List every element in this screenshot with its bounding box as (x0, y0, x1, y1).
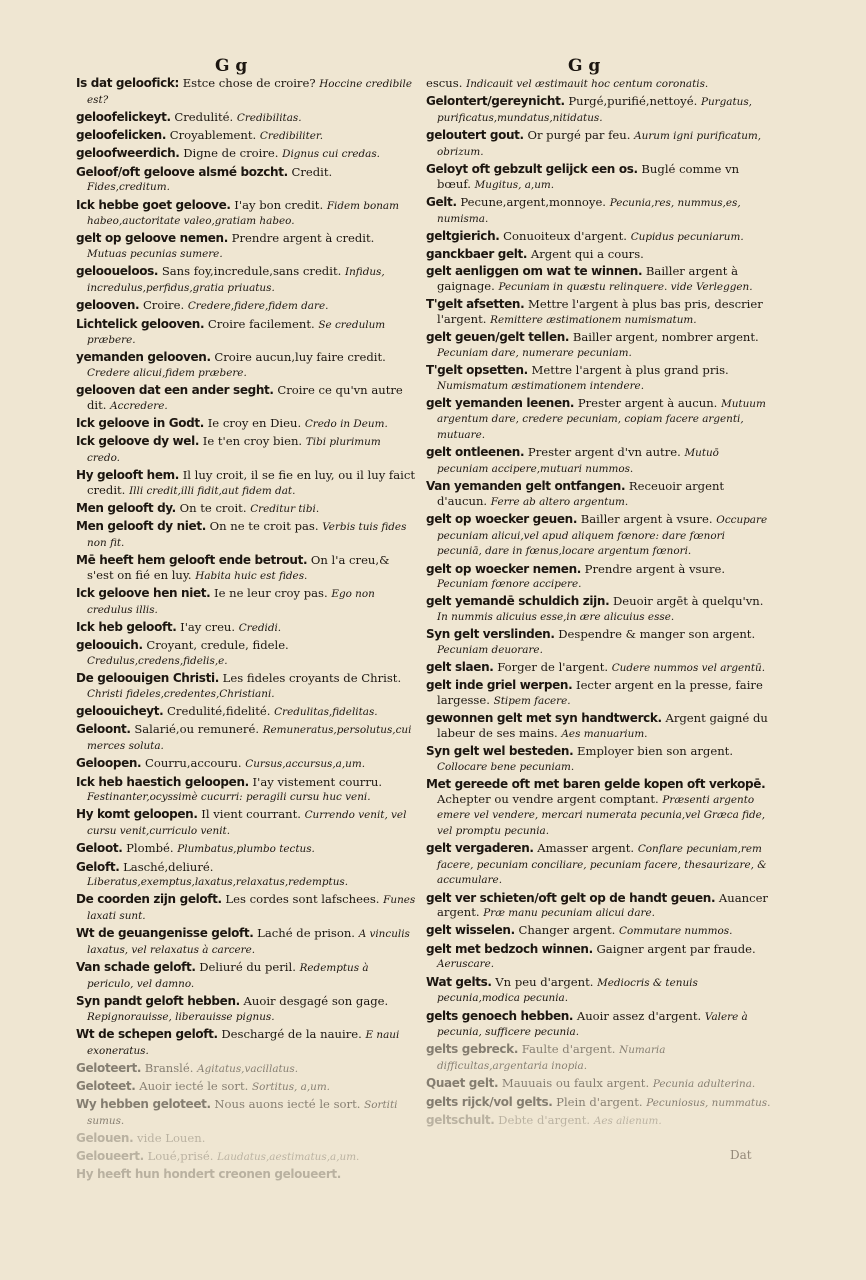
french-gloss: Gaigner argent par fraude. (596, 941, 756, 956)
dictionary-entry (426, 744, 772, 774)
headword: Wat gelts. (426, 974, 492, 989)
dictionary-entry (76, 892, 416, 923)
header-left-signature: G g (215, 56, 248, 76)
latin-gloss: Præsenti argento emere vel vendere, mercari numerata pecunia,vel Græca fide, vel promptu pecunia. (437, 793, 766, 837)
latin-gloss: Plumbatus,plumbo tectus. (177, 843, 315, 856)
latin-gloss: Ego non credulus illis. (87, 588, 375, 616)
dictionary-entry (76, 841, 416, 857)
french-gloss: Mauuais ou faulx argent. (501, 1076, 650, 1091)
latin-gloss: Creditur tibi. (250, 503, 320, 516)
headword: gelooven. (76, 298, 140, 313)
french-gloss: On ne te croit pas. (209, 519, 319, 534)
dictionary-entry (76, 298, 416, 314)
dictionary-entry (76, 994, 416, 1024)
headword: ganckbaer gelt. (426, 247, 528, 262)
latin-gloss: Numismatum æstimationem intendere. (437, 379, 645, 392)
french-gloss: Iecter argent en la presse, faire largesse. (437, 678, 763, 708)
latin-gloss: E naui exoneratus. (87, 1028, 400, 1057)
headword: gelts rijck/vol gelts. (426, 1094, 553, 1109)
headword: Geloueert. (76, 1148, 144, 1163)
headword: Quaet gelt. (426, 1076, 499, 1091)
dictionary-entry (426, 562, 772, 592)
french-gloss: Laché de prison. (257, 926, 355, 941)
french-gloss: Or purgé par feu. (527, 128, 631, 143)
french-gloss: Employer bien son argent. (577, 744, 734, 759)
dictionary-entry (76, 434, 416, 465)
headword: gelts gebreck. (426, 1042, 519, 1057)
headword: Wt de geuangenisse geloft. (76, 926, 254, 941)
dictionary-entry (76, 128, 416, 144)
french-gloss: Courru,accouru. (144, 756, 242, 771)
headword: gelt vergaderen. (426, 841, 534, 856)
dictionary-entry (76, 198, 416, 229)
french-gloss: Argent gaigné du labeur de ses mains. (437, 711, 768, 740)
dictionary-entry (76, 264, 416, 295)
headword: Hy heeft hun hondert creonen geloueert. (76, 1166, 341, 1181)
headword: Ick geloove dy wel. (76, 434, 200, 449)
dictionary-entry (426, 678, 772, 708)
headword: gelt yemanden leenen. (426, 395, 575, 410)
latin-gloss: Pecuniam in quæstu relinquere. vide Verleggen. (498, 280, 753, 293)
headword: Lichtelick gelooven. (76, 316, 205, 331)
headword: gelt geuen/gelt tellen. (426, 330, 570, 345)
dictionary-entry (426, 445, 772, 476)
dictionary-entry (76, 860, 416, 890)
right-column (426, 76, 772, 1131)
dictionary-entry (426, 247, 772, 262)
headword: T'gelt opsetten. (426, 362, 528, 377)
dictionary-entry (76, 775, 416, 805)
french-gloss: Prester argent d'vn autre. (527, 445, 681, 460)
catchword: Dat (730, 1148, 752, 1162)
headword: Geloteet. (76, 1079, 136, 1094)
dictionary-entry (426, 479, 772, 509)
header-right-signature: G g (568, 56, 601, 76)
dictionary-entry (76, 704, 416, 720)
headword: geltgierich. (426, 228, 500, 243)
headword: Ick hebbe goet geloove. (76, 197, 231, 212)
headword: Ick heb gelooft. (76, 620, 177, 635)
headword: Men gelooft dy. (76, 501, 176, 516)
french-gloss: Auoir assez d'argent. (576, 1008, 702, 1023)
french-gloss: I'ay vistement courru. (252, 774, 383, 789)
left-column (76, 76, 416, 1184)
french-gloss: Amasser argent. (537, 841, 635, 856)
latin-gloss: Mutuas pecunias sumere. (87, 248, 223, 261)
dictionary-entry (76, 638, 416, 668)
dictionary-entry (76, 1079, 416, 1095)
headword: gelt op woecker geuen. (426, 512, 578, 527)
french-gloss: escus. (426, 76, 463, 90)
dictionary-entry (426, 396, 772, 443)
french-gloss: Branslé. (144, 1060, 194, 1075)
french-gloss: Conuoiteux d'argent. (503, 228, 627, 243)
headword: Geloteert. (76, 1060, 142, 1075)
french-gloss: Sans foy,incredule,sans credit. (161, 264, 342, 279)
latin-gloss: Funes laxati sunt. (87, 894, 416, 923)
dictionary-entry (76, 317, 416, 348)
dictionary-entry (76, 383, 416, 413)
french-gloss: Lasché,deliuré. (123, 859, 214, 874)
headword: De geloouigen Christi. (76, 671, 219, 686)
french-gloss: On te croit. (179, 501, 247, 516)
dictionary-entry (76, 756, 416, 772)
latin-gloss: Credidi. (238, 622, 282, 635)
dictionary-entry (426, 76, 772, 92)
latin-gloss: Valere à pecunia, sufficere pecunia. (437, 1010, 748, 1039)
latin-gloss: Pecuniosus, nummatus. (646, 1096, 771, 1109)
latin-gloss: Pecuniam fœnore accipere. (437, 578, 582, 591)
dictionary-entry (426, 297, 772, 327)
dictionary-entry (426, 975, 772, 1006)
headword: gelts genoech hebben. (426, 1008, 574, 1023)
latin-gloss: Mediocris & tenuis pecunia,modica pecunia. (437, 976, 698, 1005)
headword: yemanden gelooven. (76, 350, 211, 365)
dictionary-entry (426, 229, 772, 245)
dictionary-entry (76, 1097, 416, 1128)
headword: Hy komt geloopen. (76, 807, 198, 822)
dictionary-entry (426, 363, 772, 393)
page-header (0, 56, 866, 78)
french-gloss: Purgé,purifié,nettoyé. (568, 94, 698, 109)
latin-gloss: Agitatus,vacillatus. (197, 1062, 299, 1075)
latin-gloss: Credulitas,fidelitas. (274, 706, 378, 719)
french-gloss: Ie ne leur croy pas. (214, 586, 328, 601)
dictionary-entry (426, 512, 772, 559)
dictionary-entry (426, 891, 772, 921)
headword: Syn gelt wel besteden. (426, 744, 574, 759)
latin-gloss: Cupidus pecuniarum. (630, 230, 744, 243)
headword: gelooven dat een ander seght. (76, 383, 274, 398)
latin-gloss: Remittere æstimationem numismatum. (490, 313, 697, 326)
headword: Hy gelooft hem. (76, 468, 180, 483)
dictionary-entry (426, 841, 772, 888)
dictionary-entry (76, 110, 416, 126)
latin-gloss: Aeruscare. (437, 958, 495, 971)
french-gloss: Mettre l'argent à plus bas pris, descrier l'argent. (437, 297, 763, 326)
dictionary-entry (426, 330, 772, 360)
latin-gloss: Christi fideles,credentes,Christiani. (87, 687, 275, 700)
latin-gloss: Redemptus à periculo, vel damno. (87, 962, 369, 990)
latin-gloss: Fidem bonam habeo,auctoritate valeo,gratiam habeo. (87, 199, 399, 228)
french-gloss: Auoir iecté le sort. (139, 1079, 249, 1094)
french-gloss: Croire aucun,luy faire credit. (214, 350, 386, 365)
latin-gloss: Verbis tuis fides non fit. (87, 521, 407, 550)
dictionary-entry (426, 162, 772, 192)
french-gloss: Receuoir argent d'aucun. (437, 479, 725, 508)
dictionary-entry (426, 777, 772, 838)
french-gloss: Loué,prisé. (147, 1148, 214, 1163)
dictionary-entry (426, 594, 772, 624)
french-gloss: Credit. (291, 164, 333, 179)
french-gloss: Salarié,ou remuneré. (134, 722, 260, 737)
latin-gloss: Festinanter,ocyssimè cucurri: peragili cursu huc veni. (87, 791, 371, 804)
headword: Met gereede oft met baren gelde kopen oft verkopē. (426, 777, 766, 792)
french-gloss: Debte d'argent. (498, 1112, 591, 1127)
latin-gloss: Occupare pecuniam alicui,vel apud aliquem fœnore: dare fœnori pecuniā, dare in fœnus,locare argentum fœnori. (437, 514, 768, 558)
latin-gloss: Infidus, incredulus,perfidus,gratia priuatus. (87, 266, 385, 294)
french-gloss: Plein d'argent. (556, 1094, 643, 1109)
latin-gloss: Commutare nummos. (619, 925, 733, 938)
latin-gloss: Purgatus, purificatus,mundatus,nitidatus. (437, 96, 752, 124)
dictionary-entry (426, 94, 772, 125)
headword: gelt inde griel werpen. (426, 678, 573, 693)
dictionary-entry (76, 926, 416, 957)
latin-gloss: Ferre ab altero argentum. (490, 495, 629, 508)
french-gloss: Prendre argent à credit. (231, 231, 375, 246)
headword: geloofweerdich. (76, 146, 180, 161)
latin-gloss: Aes alienum. (593, 1114, 662, 1127)
headword: Gelt. (426, 194, 457, 209)
dictionary-entry (76, 1027, 416, 1058)
french-gloss: Ie croy en Dieu. (207, 416, 302, 431)
french-gloss: I'ay creu. (180, 620, 236, 635)
dictionary-entry (76, 231, 416, 261)
dictionary-entry (76, 501, 416, 517)
dictionary-entry (426, 923, 772, 939)
dictionary-entry (76, 1167, 416, 1182)
french-gloss: Achepter ou vendre argent comptant. (437, 791, 659, 806)
latin-gloss: Hoccine credibile est? (87, 78, 413, 106)
french-gloss: Credulité,fidelité. (167, 704, 271, 719)
latin-gloss: Pecunia adulterina. (652, 1078, 756, 1091)
dictionary-entry (426, 660, 772, 676)
headword: Geloont. (76, 722, 131, 737)
headword: Van yemanden gelt ontfangen. (426, 479, 626, 494)
headword: Wy hebben geloteet. (76, 1097, 211, 1112)
dictionary-entry (426, 1009, 772, 1040)
latin-gloss: Habita huic est fides. (195, 569, 308, 582)
headword: Ick geloove in Godt. (76, 416, 205, 431)
french-gloss: Croire facilement. (207, 316, 315, 331)
french-gloss: Bailler argent à gaignage. (437, 264, 738, 293)
latin-gloss: Dignus cui credas. (282, 148, 380, 161)
dictionary-entry (426, 264, 772, 294)
latin-gloss: Mutuō pecuniam accipere,mutuari nummos. (437, 447, 719, 475)
headword: geloouicheyt. (76, 704, 164, 719)
latin-gloss: Tibi plurimum credo. (87, 436, 381, 464)
french-gloss: Buglé comme vn bœuf. (437, 162, 740, 191)
latin-gloss: Stipem facere. (493, 695, 571, 708)
latin-gloss: Mugitus, a,um. (474, 178, 555, 191)
headword: Van schade geloft. (76, 960, 196, 975)
latin-gloss: Mutuum argentum dare, credere pecuniam, copiam facere argenti, mutuare. (437, 397, 766, 442)
french-gloss: On l'a creu,& s'est on fié en luy. (87, 553, 390, 582)
headword: gelt op geloove nemen. (76, 231, 228, 246)
latin-gloss: Credo in Deum. (304, 418, 388, 431)
latin-gloss: Conflare pecuniam,rem facere, pecuniam conciliare, pecuniam facere, thesaurizare, & accumulare. (437, 843, 767, 887)
headword: Gelouen. (76, 1131, 134, 1146)
headword: gelt op woecker nemen. (426, 561, 581, 576)
latin-gloss: Credibiliter. (259, 130, 324, 143)
french-gloss: Prester argent à aucun. (577, 395, 718, 410)
dictionary-entry (426, 711, 772, 741)
dictionary-entry (76, 165, 416, 195)
dictionary-entry (76, 146, 416, 162)
french-gloss: Plombé. (126, 841, 174, 856)
latin-gloss: Illi credit,illi fidit,aut fidem dat. (129, 484, 296, 497)
headword: Ick heb haestich geloopen. (76, 774, 249, 789)
dictionary-entry (76, 1149, 416, 1165)
french-gloss: Deliuré du peril. (199, 960, 296, 975)
french-gloss: Changer argent. (518, 923, 616, 938)
latin-gloss: Sortitus, a,um. (251, 1081, 330, 1094)
headword: Gelontert/gereynicht. (426, 94, 565, 109)
headword: Geloopen. (76, 756, 142, 771)
french-gloss: Ie t'en croy bien. (202, 434, 303, 449)
headword: De coorden zijn geloft. (76, 892, 222, 907)
headword: Men gelooft dy niet. (76, 519, 206, 534)
french-gloss: Credulité. (174, 109, 234, 124)
latin-gloss: Liberatus,exemptus,laxatus,relaxatus,redemptus. (87, 876, 349, 889)
french-gloss: Croire. (142, 298, 185, 313)
headword: gelooueloos. (76, 264, 159, 279)
headword: Is dat geloofick: (76, 76, 179, 90)
headword: geloutert gout. (426, 128, 524, 143)
dictionary-entry (426, 1076, 772, 1092)
latin-gloss: Collocare bene pecuniam. (437, 760, 575, 773)
headword: gelt aenliggen om wat te winnen. (426, 264, 643, 279)
french-gloss: Prendre argent à vsure. (584, 561, 726, 576)
french-gloss: Croire ce qu'vn autre dit. (87, 383, 403, 412)
french-gloss: Vn peu d'argent. (495, 974, 594, 989)
french-gloss: Digne de croire. (183, 146, 279, 161)
headword: Geloyt oft gebzult gelijck een os. (426, 162, 638, 177)
dictionary-entry (76, 1061, 416, 1077)
headword: gewonnen gelt met syn handtwerck. (426, 711, 662, 726)
headword: geltschult. (426, 1112, 495, 1127)
french-gloss: Pecune,argent,monnoye. (460, 194, 606, 209)
french-gloss: Deschargé de la nauire. (221, 1026, 362, 1041)
latin-gloss: Numaria difficultas,argentaria inopia. (437, 1044, 666, 1072)
french-gloss: Despendre & manger son argent. (558, 627, 756, 642)
latin-gloss: A vinculis laxatus, vel relaxatus à carcere. (87, 928, 410, 956)
french-gloss: Croyant, credule, fidele. (146, 638, 289, 653)
latin-gloss: Cudere nummos vel argentū. (611, 662, 766, 675)
headword: Mē heeft hem gelooft ende betrout. (76, 553, 308, 568)
headword: geloouich. (76, 638, 143, 653)
french-gloss: Il vient courrant. (201, 807, 301, 822)
dictionary-entry (76, 1131, 416, 1146)
headword: Geloof/oft geloove alsmé bozcht. (76, 164, 288, 179)
french-gloss: I'ay bon credit. (234, 197, 324, 212)
headword: Syn gelt verslinden. (426, 627, 555, 642)
dictionary-entry (76, 519, 416, 550)
french-gloss: Auancer argent. (437, 890, 768, 920)
latin-gloss: Aes manuarium. (561, 727, 648, 740)
french-gloss: Bailler argent à vsure. (580, 512, 713, 527)
french-gloss: Forger de l'argent. (497, 660, 609, 675)
dictionary-entry (76, 807, 416, 838)
headword: Geloot. (76, 841, 123, 856)
dictionary-entry (76, 722, 416, 753)
headword: Syn pandt geloft hebben. (76, 994, 240, 1009)
latin-gloss: Fides,creditum. (87, 181, 170, 194)
dictionary-entry (76, 671, 416, 701)
latin-gloss: Remuneratus,persolutus,cui merces soluta. (87, 724, 412, 752)
dictionary-entry (76, 620, 416, 636)
latin-gloss: Currendo venit, vel cursu venit,curriculo venit. (87, 809, 407, 837)
latin-gloss: Sortiti sumus. (87, 1099, 398, 1127)
headword: T'gelt afsetten. (426, 297, 525, 312)
headword: gelt slaen. (426, 660, 494, 675)
latin-gloss: Credere,fidere,fidem dare. (187, 300, 329, 313)
dictionary-entry (426, 195, 772, 226)
french-gloss: vide Louen. (137, 1131, 206, 1146)
headword: Wt de schepen geloft. (76, 1026, 218, 1041)
headword: gelt met bedzoch winnen. (426, 941, 593, 956)
french-gloss: Mettre l'argent à plus grand pris. (531, 362, 729, 377)
latin-gloss: Indicauit vel æstimauit hoc centum coronatis. (466, 78, 709, 90)
latin-gloss: In nummis alicuius esse,in ære alicuius esse. (437, 611, 675, 623)
dictionary-entry (76, 468, 416, 498)
dictionary-entry (426, 128, 772, 159)
french-gloss: Croyablement. (169, 128, 257, 143)
latin-gloss: Repignorauisse, liberauisse pignus. (87, 1010, 275, 1023)
latin-gloss: Laudatus,aestimatus,a,um. (217, 1150, 360, 1163)
latin-gloss: Pecunia,res, nummus,es, numisma. (437, 196, 741, 225)
headword: geloofelickeyt. (76, 109, 171, 124)
french-gloss: Les fideles croyants de Christ. (222, 671, 402, 686)
french-gloss: Il luy croit, il se fie en luy, ou il luy faict credit. (87, 468, 415, 497)
latin-gloss: Credulus,credens,fidelis,e. (87, 654, 228, 667)
latin-gloss: Credibilitas. (236, 111, 302, 124)
french-gloss: Auoir desgagé son gage. (243, 994, 389, 1009)
latin-gloss: Præ manu pecuniam alicui dare. (483, 907, 655, 920)
dictionary-entry (76, 586, 416, 617)
french-gloss: Argent qui a cours. (530, 247, 644, 262)
headword: gelt ver schieten/oft gelt op de handt geuen. (426, 890, 716, 905)
dictionary-entry (76, 960, 416, 991)
latin-gloss: Accredere. (110, 399, 168, 412)
dictionary-entry (426, 627, 772, 657)
dictionary-entry (76, 553, 416, 583)
dictionary-entry (426, 1095, 772, 1111)
latin-gloss: Se credulum præbere. (87, 318, 386, 347)
dictionary-entry (76, 350, 416, 380)
dictionary-entry (426, 942, 772, 972)
headword: Geloft. (76, 859, 120, 874)
latin-gloss: Pecuniam dare, numerare pecuniam. (437, 346, 632, 359)
french-gloss: Les cordes sont lafschees. (225, 892, 380, 907)
french-gloss: Bailler argent, nombrer argent. (572, 330, 759, 345)
french-gloss: Estce chose de croire? (182, 76, 316, 90)
latin-gloss: Aurum igni purificatum, obrizum. (437, 130, 762, 158)
headword: gelt wisselen. (426, 923, 515, 938)
latin-gloss: Pecuniam deuorare. (437, 643, 543, 656)
french-gloss: Deuoir argēt à quelqu'vn. (612, 594, 764, 609)
dictionary-entry (76, 76, 416, 107)
french-gloss: Faulte d'argent. (521, 1042, 616, 1057)
dictionary-entry (426, 1113, 772, 1129)
headword: gelt yemandē schuldich zijn. (426, 594, 610, 609)
latin-gloss: Cursus,accursus,a,um. (245, 758, 366, 771)
dictionary-entry (426, 1042, 772, 1073)
headword: geloofelicken. (76, 128, 167, 143)
headword: gelt ontleenen. (426, 445, 525, 460)
headword: Ick geloove hen niet. (76, 586, 211, 601)
dictionary-entry (76, 416, 416, 432)
french-gloss: Nous auons iecté le sort. (214, 1097, 361, 1112)
latin-gloss: Credere alicui,fidem præbere. (87, 366, 247, 379)
